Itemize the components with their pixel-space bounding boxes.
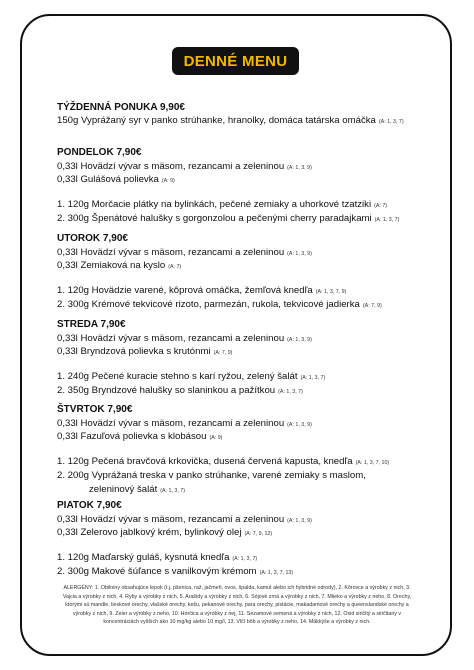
menu-item-text: 2. 350g Bryndzové halušky so slaninkou a pažítkou [57, 385, 276, 396]
menu-item-text: 0,33l Hovädzí vývar s mäsom, rezancami a zeleninou [57, 247, 285, 258]
menu-item-text: 1. 240g Pečené kuracie stehno s karí ryžou, zelený šalát [57, 371, 298, 382]
main-item [57, 470, 366, 482]
menu-item-text: 1. 120g Hovädzie varené, kôprová omáčka, žemľová knedľa [57, 285, 313, 296]
menu-item-text: 1. 120g Maďarský guláš, kysnutá knedľa [57, 552, 230, 563]
main-item [57, 199, 387, 212]
menu-item-text: 0,33l Hovädzí vývar s mäsom, rezancami a zeleninou [57, 418, 285, 429]
allergen-code: (A: 1, 3, 7) [160, 488, 185, 494]
day-heading [57, 319, 126, 331]
allergen-footer: ALERGÉNY: 1. Obilniny obsahujúce lepok (t.j. pšenica, raž, jačmeň, ovos, špalda, kamut alebo ich hybridné odrody), 2. Kôrovce a výrobky z nich, 3. Vajcia a výrobky z nich, 4. Ryby a výrobky z nich, 5. Arašidy a výrobky z nich, 6. Sójové zrná a výrobky z nich, 7. Mlieko a výrobky z neho, 8. Orechy, ktorými sú mandle, lieskové orechy, vlašské orechy, kešu, pekanové orechy, para orechy, pistácie, makadamové orechy a queenslandské orechy a výrobky z nich, 9. Zeler a výrobky z neho, 10. Horčica a výrobky z nej, 11. Sezamové semená a výrobky z nich, 12. Oxid siričitý a siričitany v koncentráciách vyšších ako 10 mg/kg alebo 10 mg/l, 13. Vlčí bôb a výrobky z neho, 14. Mäkkýše a výrobky z nich. [62, 585, 412, 626]
day-heading [57, 404, 132, 416]
section-heading: STREDA 7,90€ [57, 319, 126, 330]
soup-item [57, 174, 175, 187]
allergen-code: (A: 7, 9) [362, 303, 382, 309]
allergen-code: (A: 1, 3, 7) [300, 375, 326, 381]
soup-item [57, 418, 312, 431]
menu-item-text: 0,33l Zemiaková na kyslo [57, 260, 166, 271]
menu-item-text: 0,33l Bryndzová polievka s krutónmi [57, 346, 211, 357]
allergen-code: (A: 1, 3, 7) [232, 556, 258, 562]
menu-item-text: zeleninový šalát [89, 484, 158, 495]
soup-item [57, 527, 272, 540]
title-badge [172, 47, 299, 75]
allergen-code: (A: 1, 3, 9) [287, 165, 312, 171]
section-heading: ŠTVRTOK 7,90€ [57, 404, 133, 415]
allergen-code: (A: 7, 9, 12) [244, 531, 273, 537]
soup-item [57, 514, 312, 527]
allergen-code: (A: 7) [168, 264, 182, 270]
main-item [57, 285, 346, 298]
allergen-code: (A: 1, 3, 7) [374, 217, 400, 223]
main-item [57, 385, 303, 398]
allergen-code: (A: 1, 3, 7) [278, 389, 303, 395]
menu-item-text: 1. 120g Pečená bravčová krkovička, dusená červená kapusta, knedľa [57, 456, 353, 467]
soup-item [57, 161, 312, 174]
allergen-code: (A: 9) [209, 435, 223, 441]
soup-item [57, 247, 312, 260]
soup-item [57, 346, 232, 359]
section-heading: UTOROK 7,90€ [57, 233, 128, 244]
soup-item [57, 431, 222, 444]
allergen-code: (A: 1, 3, 7) [378, 119, 404, 125]
menu-item-text: 0,33l Hovädzí vývar s mäsom, rezancami a zeleninou [57, 333, 285, 344]
allergen-code: (A: 1, 3, 7, 10) [355, 460, 390, 466]
allergen-code: (A: 7, 9) [213, 350, 233, 356]
main-item [57, 456, 389, 469]
menu-item-text: 0,33l Gulášová polievka [57, 174, 159, 185]
allergen-code: (A: 1, 3, 7, 9) [315, 289, 347, 295]
main-item [57, 213, 399, 226]
day-heading [57, 233, 128, 245]
menu-item-text: 2. 300g Makové šúľance s vanilkovým krémom [57, 566, 257, 577]
allergen-code: (A: 1, 3, 9) [287, 337, 312, 343]
section-heading: TÝŽDENNÁ PONUKA 9,90€ [57, 102, 185, 113]
allergen-code: (A: 1, 3, 9) [287, 251, 312, 257]
menu-item-text: 0,33l Zelerovo jablkový krém, bylinkový olej [57, 527, 242, 538]
allergen-code: (A: 7) [374, 203, 388, 209]
page-title: DENNÉ MENU [183, 52, 288, 70]
main-item [57, 552, 257, 565]
menu-item-text: 2. 300g Krémové tekvicové rizoto, parmezán, rukola, tekvicové jadierka [57, 299, 360, 310]
soup-item [57, 333, 312, 346]
main-item [57, 371, 325, 384]
menu-item-text: 0,33l Fazuľová polievka s klobásou [57, 431, 207, 442]
menu-item-text: 2. 200g Vyprážaná treska v panko strúhanke, varené zemiaky s maslom, [57, 470, 366, 481]
weekly-heading [57, 102, 185, 114]
main-item [89, 484, 185, 497]
soup-item [57, 260, 181, 273]
day-heading [57, 500, 122, 512]
allergen-code: (A: 9) [161, 178, 175, 184]
allergen-code: (A: 1, 3, 7, 13) [259, 570, 294, 576]
menu-item-text: 1. 120g Morčacie plátky na bylinkách, pečené zemiaky a uhorkové tzatziki [57, 199, 372, 210]
section-heading: PIATOK 7,90€ [57, 500, 122, 511]
day-heading [57, 147, 141, 159]
section-heading: PONDELOK 7,90€ [57, 147, 142, 158]
allergen-code: (A: 1, 3, 9) [287, 422, 312, 428]
menu-item-text: 0,33l Hovädzí vývar s mäsom, rezancami a zeleninou [57, 514, 285, 525]
weekly-item [57, 115, 404, 128]
allergen-code: (A: 1, 3, 9) [287, 518, 312, 524]
menu-item-text: 2. 300g Špenátové halušky s gorgonzolou a pečenými cherry paradajkami [57, 213, 372, 224]
main-item [57, 566, 293, 579]
main-item [57, 299, 382, 312]
menu-item-text: 150g Vyprážaný syr v panko strúhanke, hranolky, domáca tatárska omáčka [57, 115, 376, 126]
menu-item-text: 0,33l Hovädzí vývar s mäsom, rezancami a zeleninou [57, 161, 285, 172]
